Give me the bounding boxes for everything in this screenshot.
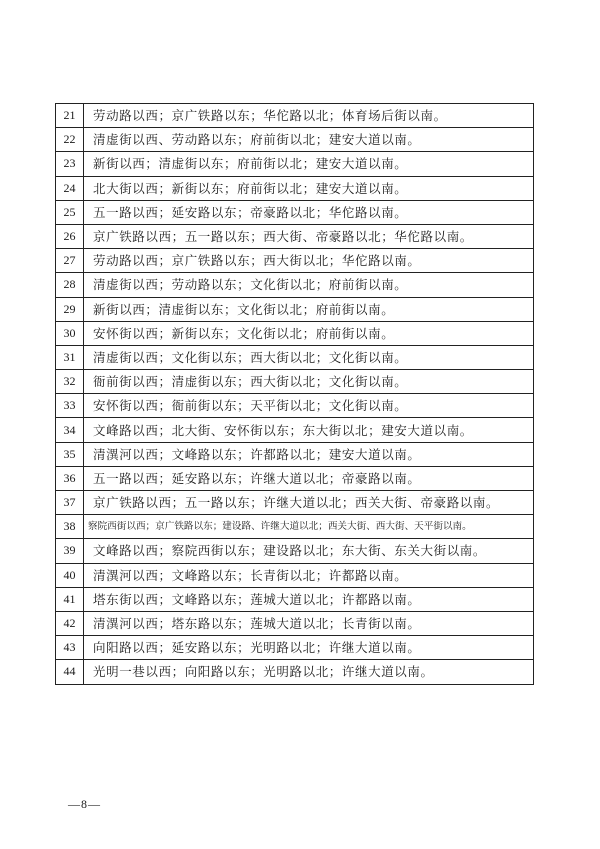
row-number: 42	[56, 611, 84, 635]
table-row	[56, 539, 534, 563]
table-row	[56, 249, 534, 273]
row-boundary-text: 衙前街以西；清虚街以东；西大街以北；文化街以南。	[84, 370, 534, 394]
row-number: 43	[56, 636, 84, 660]
row-number: 22	[56, 128, 84, 152]
row-number: 30	[56, 321, 84, 345]
row-number: 31	[56, 345, 84, 369]
page-number: —8—	[68, 797, 101, 811]
row-boundary-text: 北大街以西；新街以东；府前街以北；建安大道以南。	[84, 176, 534, 200]
table-row	[56, 418, 534, 442]
row-boundary-text: 察院西街以西；京广铁路以东；建设路、许继大道以北；西关大街、西大街、天平街以南。	[84, 515, 534, 539]
row-boundary-text: 清潩河以西；文峰路以东；许都路以北；建安大道以南。	[84, 442, 534, 466]
table-row	[56, 273, 534, 297]
table-row	[56, 636, 534, 660]
row-number: 28	[56, 273, 84, 297]
row-boundary-text: 向阳路以西；延安路以东；光明路以北；许继大道以南。	[84, 636, 534, 660]
row-boundary-text: 清虚街以西；文化街以东；西大街以北；文化街以南。	[84, 345, 534, 369]
table-row	[56, 515, 534, 539]
row-number: 24	[56, 176, 84, 200]
table-row	[56, 176, 534, 200]
table-row	[56, 104, 534, 128]
table-row	[56, 370, 534, 394]
row-number: 41	[56, 587, 84, 611]
row-number: 39	[56, 539, 84, 563]
row-number: 33	[56, 394, 84, 418]
row-boundary-text: 清虚街以西、劳动路以东；府前街以北；建安大道以南。	[84, 128, 534, 152]
row-boundary-text: 安怀街以西；新街以东；文化街以北；府前街以南。	[84, 321, 534, 345]
table-row	[56, 345, 534, 369]
row-boundary-text: 京广铁路以西；五一路以东；许继大道以北；西关大街、帝豪路以南。	[84, 491, 534, 515]
row-number: 27	[56, 249, 84, 273]
table-row	[56, 152, 534, 176]
row-boundary-text: 安怀街以西；衙前街以东；天平街以北；文化街以南。	[84, 394, 534, 418]
row-boundary-text: 清潩河以西；文峰路以东；长青街以北；许都路以南。	[84, 563, 534, 587]
row-boundary-text: 清潩河以西；塔东路以东；莲城大道以北；长青街以南。	[84, 611, 534, 635]
row-number: 37	[56, 491, 84, 515]
table-row	[56, 128, 534, 152]
table-row	[56, 224, 534, 248]
table-row	[56, 394, 534, 418]
table-row	[56, 587, 534, 611]
table-row	[56, 563, 534, 587]
table-row	[56, 611, 534, 635]
boundary-table-body	[56, 104, 534, 685]
row-boundary-text: 五一路以西；延安路以东；许继大道以北；帝豪路以南。	[84, 466, 534, 490]
row-boundary-text: 五一路以西；延安路以东；帝豪路以北；华佗路以南。	[84, 200, 534, 224]
row-boundary-text: 劳动路以西；京广铁路以东；西大街以北；华佗路以南。	[84, 249, 534, 273]
table-row	[56, 466, 534, 490]
table-row	[56, 297, 534, 321]
table-row	[56, 660, 534, 684]
row-boundary-text: 京广铁路以西；五一路以东；西大街、帝豪路以北；华佗路以南。	[84, 224, 534, 248]
row-boundary-text: 劳动路以西；京广铁路以东；华佗路以北；体育场后街以南。	[84, 104, 534, 128]
row-number: 32	[56, 370, 84, 394]
table-row	[56, 321, 534, 345]
row-number: 34	[56, 418, 84, 442]
table-row	[56, 442, 534, 466]
table-row	[56, 200, 534, 224]
row-number: 26	[56, 224, 84, 248]
row-number: 25	[56, 200, 84, 224]
row-boundary-text: 文峰路以西；北大街、安怀街以东；东大街以北；建安大道以南。	[84, 418, 534, 442]
row-boundary-text: 新街以西；清虚街以东；府前街以北；建安大道以南。	[84, 152, 534, 176]
row-boundary-text: 清虚街以西；劳动路以东；文化街以北；府前街以南。	[84, 273, 534, 297]
row-number: 23	[56, 152, 84, 176]
table-row	[56, 491, 534, 515]
boundary-table	[55, 103, 534, 685]
row-boundary-text: 新街以西；清虚街以东；文化街以北；府前街以南。	[84, 297, 534, 321]
row-number: 40	[56, 563, 84, 587]
row-number: 29	[56, 297, 84, 321]
row-number: 21	[56, 104, 84, 128]
row-boundary-text: 光明一巷以西；向阳路以东；光明路以北；许继大道以南。	[84, 660, 534, 684]
row-boundary-text: 文峰路以西；察院西街以东；建设路以北；东大街、东关大街以南。	[84, 539, 534, 563]
row-boundary-text: 塔东街以西；文峰路以东；莲城大道以北；许都路以南。	[84, 587, 534, 611]
row-number: 36	[56, 466, 84, 490]
row-number: 38	[56, 515, 84, 539]
row-number: 35	[56, 442, 84, 466]
row-number: 44	[56, 660, 84, 684]
